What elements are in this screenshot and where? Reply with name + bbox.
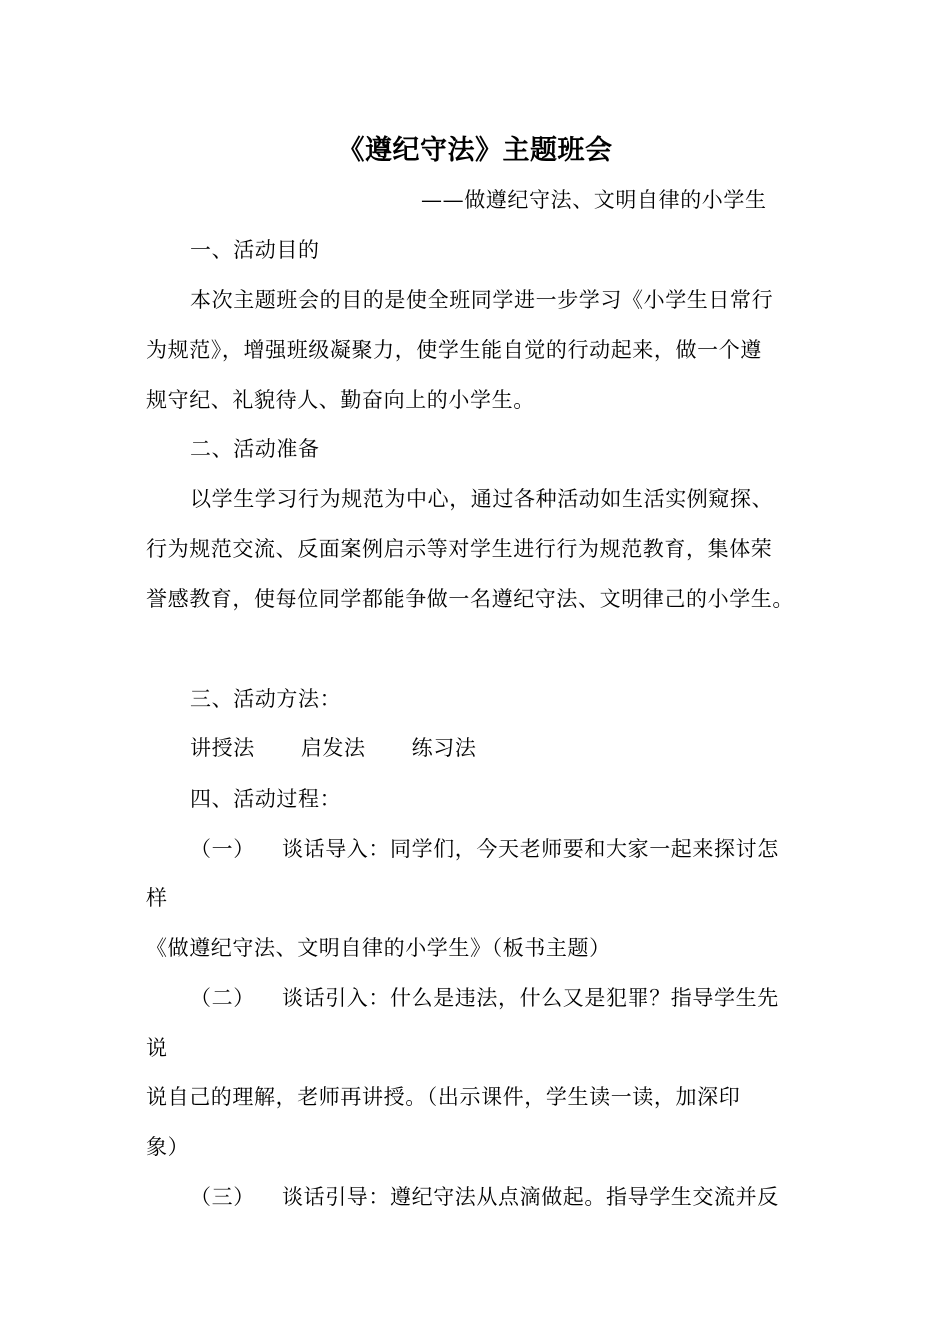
section-1-paragraph-line: 规守纪、礼貌待人、勤奋向上的小学生。	[146, 388, 535, 412]
step-2-continuation: 说	[146, 1036, 168, 1060]
method-item: 启发法	[300, 736, 366, 760]
section-2-paragraph-line: 以学生学习行为规范为中心，通过各种活动如生活实例窥探、	[190, 487, 774, 511]
document-subtitle: ——做遵纪守法、文明自律的小学生	[421, 188, 767, 212]
step-1-line	[190, 836, 779, 862]
section-2-paragraph-line: 行为规范交流、反面案例启示等对学生进行行为规范教育，集体荣	[146, 537, 773, 561]
step-2-text: 谈话引入：什么是违法，什么又是犯罪？指导学生先	[282, 986, 779, 1010]
step-3-number: （三）	[190, 1185, 255, 1209]
section-1-heading: 一、活动目的	[190, 238, 320, 262]
step-2-continuation: 说自己的理解，老师再讲授。（出示课件，学生读一读，加深印	[146, 1085, 741, 1109]
step-2-line	[190, 985, 779, 1011]
step-1-number: （一）	[190, 837, 255, 861]
section-2-paragraph-line: 誉感教育，使每位同学都能争做一名遵纪守法、文明律己的小学生。	[146, 587, 794, 611]
section-3-heading: 三、活动方法：	[190, 687, 342, 711]
methods-list	[190, 735, 476, 761]
step-1-continuation: 《做遵纪守法、文明自律的小学生》（板书主题）	[146, 936, 611, 960]
step-3-text: 谈话引导：遵纪守法从点滴做起。指导学生交流并反	[282, 1185, 779, 1209]
step-1-text: 谈话导入：同学们，今天老师要和大家一起来探讨怎	[282, 837, 779, 861]
step-2-number: （二）	[190, 986, 255, 1010]
section-1-paragraph-line: 为规范》，增强班级凝聚力，使学生能自觉的行动起来，做一个遵	[146, 338, 762, 362]
document-title: 《遵纪守法》主题班会	[337, 135, 613, 166]
step-1-continuation: 样	[146, 886, 168, 910]
method-item: 练习法	[411, 736, 477, 760]
section-1-paragraph-line: 本次主题班会的目的是使全班同学进一步学习《小学生日常行	[190, 288, 774, 312]
method-item: 讲授法	[190, 736, 255, 760]
step-2-continuation: 象）	[146, 1135, 190, 1159]
step-3-line	[190, 1184, 779, 1210]
section-2-heading: 二、活动准备	[190, 437, 320, 461]
section-4-heading: 四、活动过程：	[190, 787, 342, 811]
